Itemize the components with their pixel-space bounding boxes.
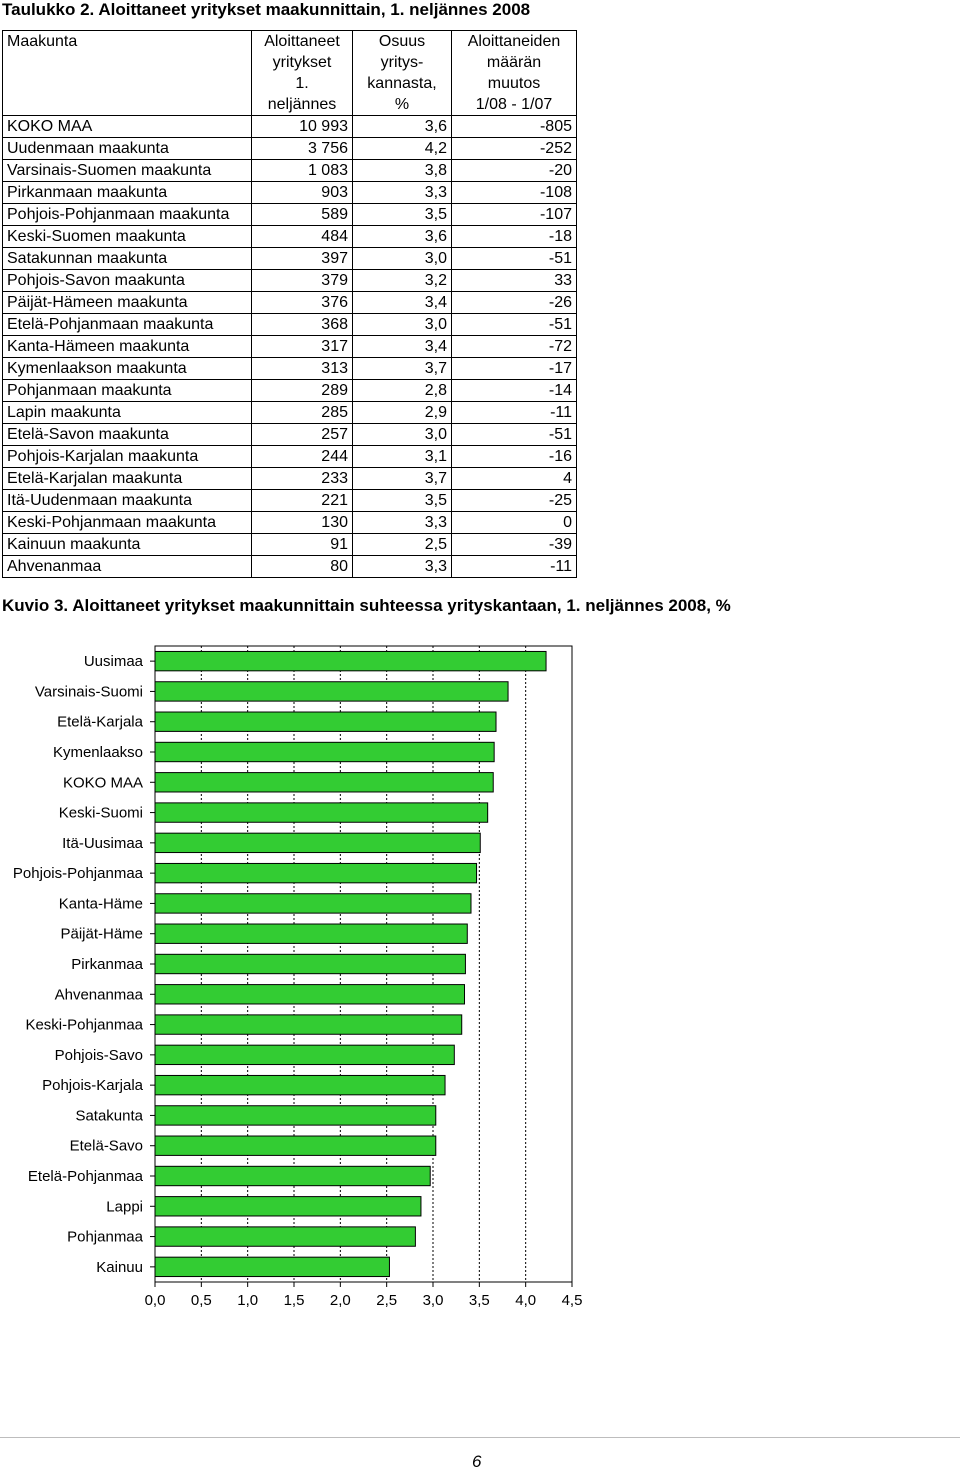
category-label: Päijät-Häme [60,925,143,943]
cell-share: 2,9 [353,402,452,424]
cell-share: 3,0 [353,424,452,446]
category-label: Pohjanmaa [67,1228,143,1246]
cell-started: 285 [252,402,353,424]
cell-change: -51 [452,424,577,446]
table-body [3,116,577,578]
bar [155,1257,389,1276]
x-tick-label: 1,5 [283,1292,305,1309]
cell-change: -20 [452,160,577,182]
bar [155,1045,454,1064]
bar [155,773,493,792]
bar [155,742,494,761]
cell-region: Päijät-Hämeen maakunta [3,292,252,314]
figure-title: Kuvio 3. Aloittaneet yritykset maakunnittain suhteessa yrityskantaan, 1. neljännes 2008, % [2,596,731,615]
header-line: kannasta, [367,75,437,92]
x-tick-label: 4,0 [515,1292,537,1309]
cell-change: 0 [452,512,577,534]
table-header-row [3,31,577,116]
table-row [3,182,577,204]
bar [155,1227,415,1246]
cell-region: Uudenmaan maakunta [3,138,252,160]
share-bar-chart [0,640,600,1330]
cell-started: 397 [252,248,353,270]
cell-region: Pohjanmaan maakunta [3,380,252,402]
category-label: Kanta-Häme [58,895,143,913]
cell-change: -108 [452,182,577,204]
header-started [252,31,353,116]
category-label: Itä-Uusimaa [62,834,143,852]
cell-share: 3,4 [353,336,452,358]
x-tick-label: 0,5 [190,1292,212,1309]
cell-share: 4,2 [353,138,452,160]
bar [155,1015,462,1034]
header-line: 1. [295,75,309,92]
table-row [3,512,577,534]
cell-started: 257 [252,424,353,446]
table-row [3,380,577,402]
cell-region: Etelä-Pohjanmaan maakunta [3,314,252,336]
cell-share: 3,6 [353,116,452,138]
x-tick-label: 2,5 [376,1292,398,1309]
cell-region: Pirkanmaan maakunta [3,182,252,204]
cell-region: Keski-Pohjanmaan maakunta [3,512,252,534]
category-label: Keski-Pohjanmaa [25,1016,143,1034]
header-share [353,31,452,116]
table-row [3,314,577,336]
cell-region: Satakunnan maakunta [3,248,252,270]
bar [155,803,488,822]
cell-share: 3,0 [353,248,452,270]
table-row [3,468,577,490]
cell-region: Varsinais-Suomen maakunta [3,160,252,182]
bar [155,833,480,852]
table-row [3,490,577,512]
category-label: Kainuu [96,1258,143,1276]
x-tick-label: 3,0 [422,1292,444,1309]
cell-share: 3,4 [353,292,452,314]
cell-share: 2,8 [353,380,452,402]
bar [155,954,465,973]
cell-region: Ahvenanmaa [3,556,252,578]
header-change [452,31,577,116]
category-label: Varsinais-Suomi [34,683,143,701]
cell-started: 376 [252,292,353,314]
cell-started: 313 [252,358,353,380]
category-label: Pohjois-Pohjanmaa [12,865,143,883]
table-row [3,204,577,226]
cell-share: 3,6 [353,226,452,248]
bar [155,863,477,882]
cell-started: 368 [252,314,353,336]
header-line: yritykset [272,54,332,71]
table-row [3,138,577,160]
category-label: Etelä-Pohjanmaa [27,1168,143,1185]
cell-share: 3,0 [353,314,452,336]
cell-region: Pohjois-Savon maakunta [3,270,252,292]
cell-change: -16 [452,446,577,468]
category-label: Keski-Suomi [58,804,143,822]
table-row [3,336,577,358]
category-label: Etelä-Karjala [57,713,143,731]
header-line: määrän [486,54,542,71]
table-row [3,248,577,270]
cell-region: Lapin maakunta [3,402,252,424]
category-label: KOKO MAA [62,774,143,792]
cell-change: -72 [452,336,577,358]
cell-share: 3,7 [353,358,452,380]
cell-started: 903 [252,182,353,204]
cell-change: -11 [452,402,577,424]
cell-share: 3,3 [353,512,452,534]
cell-started: 91 [252,534,353,556]
cell-started: 379 [252,270,353,292]
cell-started: 221 [252,490,353,512]
cell-change: -17 [452,358,577,380]
cell-started: 3 756 [252,138,353,160]
cell-share: 3,2 [353,270,452,292]
cell-started: 317 [252,336,353,358]
bar [155,1136,436,1155]
cell-started: 1 083 [252,160,353,182]
cell-started: 484 [252,226,353,248]
table-row [3,534,577,556]
cell-change: -11 [452,556,577,578]
bar [155,1197,421,1216]
table-row [3,402,577,424]
cell-share: 2,5 [353,534,452,556]
cell-share: 3,3 [353,182,452,204]
cell-change: -26 [452,292,577,314]
header-line: Osuus [378,33,426,50]
header-region: Maakunta [3,31,252,116]
bar [155,985,465,1004]
cell-region: Keski-Suomen maakunta [3,226,252,248]
bar [155,924,467,943]
regional-startups-table [2,30,577,578]
cell-region: Itä-Uudenmaan maakunta [3,490,252,512]
cell-region: Kainuun maakunta [3,534,252,556]
cell-region: Pohjois-Karjalan maakunta [3,446,252,468]
x-tick-label: 3,5 [468,1292,490,1309]
table-row [3,424,577,446]
table-row [3,270,577,292]
cell-change: -51 [452,314,577,336]
x-tick-label: 2,0 [329,1292,351,1309]
category-label: Etelä-Savo [69,1137,143,1155]
category-label: Pirkanmaa [71,956,143,973]
header-line: 1/08 - 1/07 [475,96,553,113]
cell-region: KOKO MAA [3,116,252,138]
category-label: Pohjois-Savo [54,1046,143,1064]
cell-share: 3,5 [353,490,452,512]
table-row [3,116,577,138]
cell-region: Etelä-Savon maakunta [3,424,252,446]
cell-region: Etelä-Karjalan maakunta [3,468,252,490]
table-row [3,556,577,578]
cell-share: 3,8 [353,160,452,182]
bar [155,651,546,670]
cell-started: 80 [252,556,353,578]
page-number: 6 [472,1452,482,1471]
cell-share: 3,7 [353,468,452,490]
table-row [3,446,577,468]
table-row [3,292,577,314]
x-tick-label: 0,0 [144,1292,166,1309]
cell-change: -805 [452,116,577,138]
cell-share: 3,1 [353,446,452,468]
cell-started: 289 [252,380,353,402]
header-line: yritys- [380,54,424,71]
cell-change: -25 [452,490,577,512]
header-line: Aloittaneiden [467,33,561,50]
cell-started: 244 [252,446,353,468]
cell-share: 3,5 [353,204,452,226]
header-line: muutos [487,75,541,92]
cell-started: 10 993 [252,116,353,138]
bar [155,682,508,701]
cell-region: Kymenlaakson maakunta [3,358,252,380]
header-line: % [394,96,410,113]
cell-change: 33 [452,270,577,292]
category-label: Kymenlaakso [52,744,143,761]
table-row [3,160,577,182]
category-label: Satakunta [75,1107,143,1125]
cell-change: -252 [452,138,577,160]
table-row [3,358,577,380]
cell-change: -14 [452,380,577,402]
x-tick-label: 1,0 [237,1292,259,1309]
cell-change: -107 [452,204,577,226]
cell-started: 589 [252,204,353,226]
cell-started: 130 [252,512,353,534]
table-title: Taulukko 2. Aloittaneet yritykset maakunnittain, 1. neljännes 2008 [2,0,531,19]
bar [155,1166,430,1185]
cell-started: 233 [252,468,353,490]
cell-change: -39 [452,534,577,556]
category-label: Ahvenanmaa [54,986,143,1004]
footer-divider [0,1437,960,1438]
header-line: neljännes [267,96,337,113]
header-line: Aloittaneet [264,33,340,50]
category-label: Pohjois-Karjala [42,1077,143,1095]
cell-change: -51 [452,248,577,270]
cell-change: -18 [452,226,577,248]
bar [155,1106,436,1125]
table-row [3,226,577,248]
bar [155,712,496,731]
cell-change: 4 [452,468,577,490]
x-tick-label: 4,5 [561,1292,583,1309]
bar [155,894,471,913]
cell-region: Pohjois-Pohjanmaan maakunta [3,204,252,226]
category-label: Lappi [106,1198,143,1216]
bar [155,1075,445,1094]
cell-region: Kanta-Hämeen maakunta [3,336,252,358]
cell-share: 3,3 [353,556,452,578]
category-label: Uusimaa [83,653,143,671]
